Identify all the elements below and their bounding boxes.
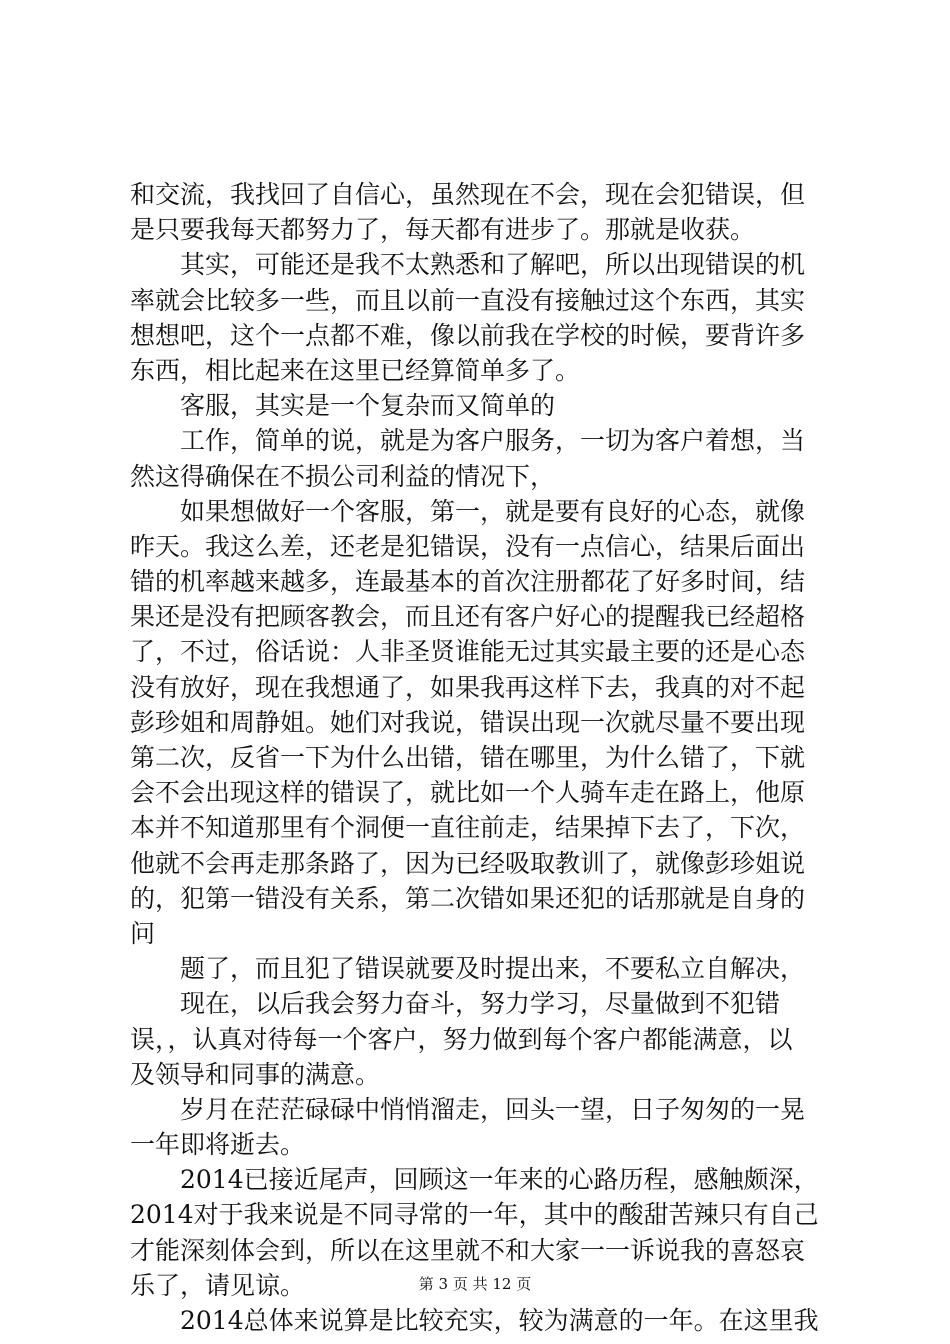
text-line: 岁月在茫茫碌碌中悄悄溜走，回头一望，日子匆匆的一晃 bbox=[130, 1094, 806, 1124]
text-line: 想想吧，这个一点都不难，像以前我在学校的时候，要背许多 bbox=[130, 320, 806, 350]
text-line: 乐了，请见谅。 bbox=[130, 1270, 306, 1300]
text-line: 问 bbox=[130, 918, 156, 948]
text-line: 的，犯第一错没有关系，第二次错如果还犯的话那就是自身的 bbox=[130, 883, 806, 913]
text-line: 东西，相比起来在这里已经算简单多了。 bbox=[130, 355, 581, 385]
text-line: 彭珍姐和周静姐。她们对我说，错误出现一次就尽量不要出现 bbox=[130, 707, 806, 737]
text-line: 现在，以后我会努力奋斗，努力学习，尽量做到不犯错 bbox=[130, 989, 781, 1019]
text-line: 题了，而且犯了错误就要及时提出来，不要私立自解决， bbox=[130, 954, 806, 984]
text-line: 然这得确保在不损公司利益的情况下， bbox=[130, 461, 556, 491]
text-line: 和交流，我找回了自信心，虽然现在不会，现在会犯错误，但 bbox=[130, 180, 806, 209]
page-number-footer: 第 3 页 共 12 页 bbox=[418, 1275, 532, 1293]
text-line: 其实，可能还是我不太熟悉和了解吧，所以出现错误的机 bbox=[130, 250, 806, 280]
text-line: 一年即将逝去。 bbox=[130, 1130, 306, 1160]
text-line: 2014已接近尾声，回顾这一年来的心路历程，感触颇深， bbox=[130, 1165, 819, 1195]
text-line: 是只要我每天都努力了，每天都有进步了。那就是收获。 bbox=[130, 215, 756, 245]
text-line: 误，，认真对待每一个客户，努力做到每个客户都能满意，以 bbox=[130, 1024, 793, 1054]
text-line: 如果想做好一个客服，第一，就是要有良好的心态，就像 bbox=[130, 496, 806, 526]
text-line: 了，不过，俗话说：人非圣贤谁能无过其实最主要的还是心态 bbox=[130, 637, 806, 667]
text-line: 没有放好，现在我想通了，如果我再这样下去，我真的对不起 bbox=[130, 672, 806, 702]
text-line: 错的机率越来越多，连最基本的首次注册都花了好多时间，结 bbox=[130, 567, 806, 597]
text-line: 2014总体来说算是比较充实，较为满意的一年。在这里我 bbox=[130, 1306, 819, 1335]
text-line: 及领导和同事的满意。 bbox=[130, 1059, 381, 1089]
text-line: 率就会比较多一些，而且以前一直没有接触过这个东西，其实 bbox=[130, 285, 806, 315]
text-line: 工作，简单的说，就是为客户服务，一切为客户着想，当 bbox=[130, 426, 806, 456]
body-text bbox=[130, 177, 830, 1338]
text-line: 本并不知道那里有个洞便一直往前走，结果掉下去了，下次， bbox=[130, 813, 806, 843]
text-line: 2014对于我来说是不同寻常的一年，其中的酸甜苦辣只有自己 bbox=[130, 1200, 819, 1230]
text-line: 才能深刻体会到，所以在这里就不和大家一一诉说我的喜怒哀 bbox=[130, 1235, 806, 1265]
text-line: 昨天。我这么差，还老是犯错误，没有一点信心，结果后面出 bbox=[130, 531, 806, 561]
text-line: 客服，其实是一个复杂而又简单的 bbox=[130, 391, 556, 421]
text-line: 会不会出现这样的错误了，就比如一个人骑车走在路上，他原 bbox=[130, 778, 806, 808]
text-line: 他就不会再走那条路了，因为已经吸取教训了，就像彭珍姐说 bbox=[130, 848, 806, 878]
text-line: 果还是没有把顾客教会，而且还有客户好心的提醒我已经超格 bbox=[130, 602, 806, 632]
text-line: 第二次，反省一下为什么出错，错在哪里，为什么错了，下就 bbox=[130, 743, 806, 772]
